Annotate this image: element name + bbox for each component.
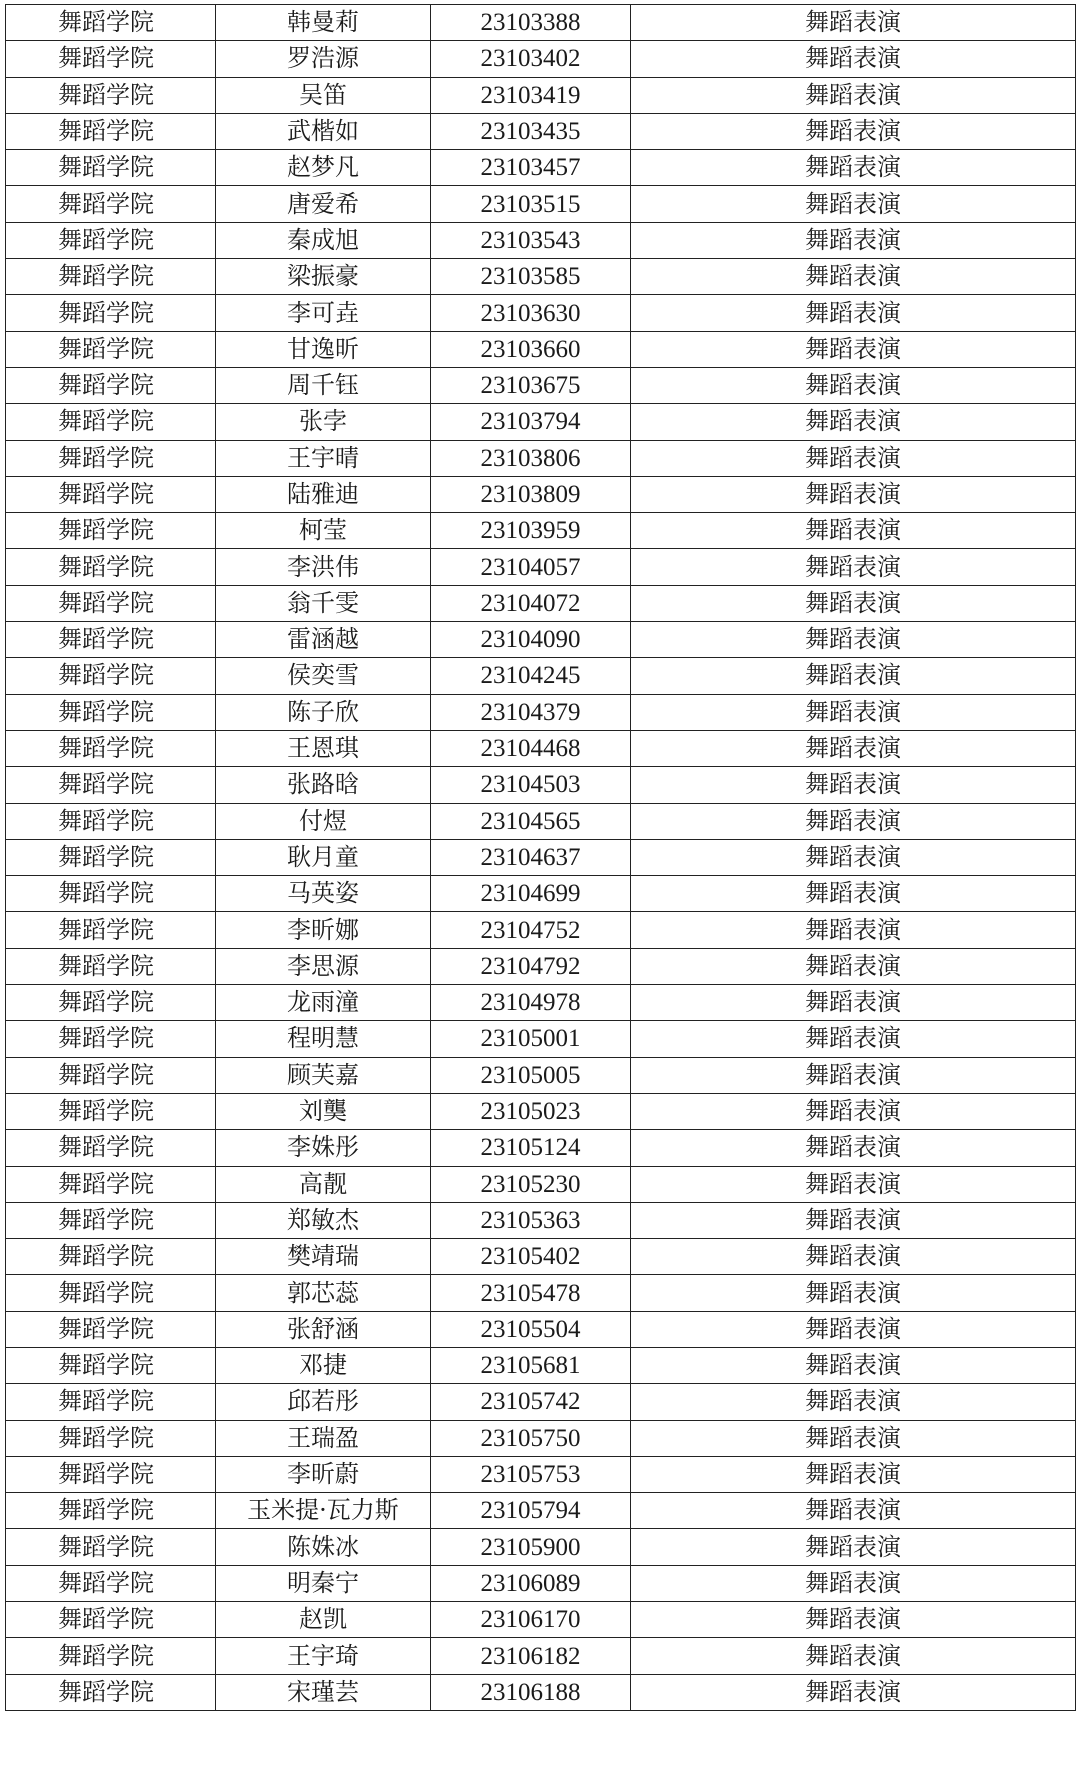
table-row [6, 295, 1076, 331]
student-id-cell: 23103794 [431, 404, 631, 440]
college-cell: 舞蹈学院 [6, 1202, 216, 1238]
student-name-cell: 李姝彤 [216, 1130, 431, 1166]
college-cell: 舞蹈学院 [6, 585, 216, 621]
college-cell: 舞蹈学院 [6, 1565, 216, 1601]
table-row [6, 331, 1076, 367]
student-name-cell: 王宇晴 [216, 440, 431, 476]
student-name-cell: 李昕蔚 [216, 1456, 431, 1492]
student-id-cell: 23104379 [431, 694, 631, 730]
student-id-cell: 23104792 [431, 948, 631, 984]
student-name-cell: 陆雅迪 [216, 476, 431, 512]
table-row [6, 1456, 1076, 1492]
major-cell: 舞蹈表演 [631, 1602, 1076, 1638]
student-name-cell: 明秦宁 [216, 1565, 431, 1601]
college-cell: 舞蹈学院 [6, 985, 216, 1021]
college-cell: 舞蹈学院 [6, 658, 216, 694]
student-name-cell: 韩曼莉 [216, 5, 431, 41]
student-id-cell: 23103402 [431, 41, 631, 77]
major-cell: 舞蹈表演 [631, 985, 1076, 1021]
table-row [6, 113, 1076, 149]
major-cell: 舞蹈表演 [631, 1166, 1076, 1202]
table-row [6, 1638, 1076, 1674]
college-cell: 舞蹈学院 [6, 1638, 216, 1674]
table-row [6, 1493, 1076, 1529]
student-id-cell: 23104637 [431, 839, 631, 875]
college-cell: 舞蹈学院 [6, 1493, 216, 1529]
major-cell: 舞蹈表演 [631, 150, 1076, 186]
student-name-cell: 秦成旭 [216, 222, 431, 258]
student-name-cell: 李可垚 [216, 295, 431, 331]
college-cell: 舞蹈学院 [6, 150, 216, 186]
major-cell: 舞蹈表演 [631, 1420, 1076, 1456]
student-name-cell: 张路晗 [216, 767, 431, 803]
college-cell: 舞蹈学院 [6, 1093, 216, 1129]
table-row [6, 730, 1076, 766]
college-cell: 舞蹈学院 [6, 767, 216, 803]
student-name-cell: 邱若彤 [216, 1384, 431, 1420]
student-id-cell: 23105402 [431, 1239, 631, 1275]
college-cell: 舞蹈学院 [6, 77, 216, 113]
table-row [6, 222, 1076, 258]
student-name-cell: 赵凯 [216, 1602, 431, 1638]
major-cell: 舞蹈表演 [631, 1239, 1076, 1275]
table-row [6, 912, 1076, 948]
student-name-cell: 雷涵越 [216, 622, 431, 658]
college-cell: 舞蹈学院 [6, 186, 216, 222]
table-body [6, 5, 1076, 1711]
student-id-cell: 23105005 [431, 1057, 631, 1093]
major-cell: 舞蹈表演 [631, 1529, 1076, 1565]
major-cell: 舞蹈表演 [631, 1565, 1076, 1601]
college-cell: 舞蹈学院 [6, 1021, 216, 1057]
student-name-cell: 邓捷 [216, 1347, 431, 1383]
student-id-cell: 23103630 [431, 295, 631, 331]
student-name-cell: 高靓 [216, 1166, 431, 1202]
student-name-cell: 王宇琦 [216, 1638, 431, 1674]
major-cell: 舞蹈表演 [631, 1093, 1076, 1129]
major-cell: 舞蹈表演 [631, 549, 1076, 585]
major-cell: 舞蹈表演 [631, 839, 1076, 875]
student-id-cell: 23106089 [431, 1565, 631, 1601]
student-name-cell: 付煜 [216, 803, 431, 839]
table-row [6, 1565, 1076, 1601]
table-row [6, 440, 1076, 476]
college-cell: 舞蹈学院 [6, 1674, 216, 1710]
major-cell: 舞蹈表演 [631, 295, 1076, 331]
major-cell: 舞蹈表演 [631, 1057, 1076, 1093]
student-id-cell: 23104468 [431, 730, 631, 766]
student-id-cell: 23103806 [431, 440, 631, 476]
college-cell: 舞蹈学院 [6, 1057, 216, 1093]
college-cell: 舞蹈学院 [6, 404, 216, 440]
table-row [6, 1384, 1076, 1420]
student-id-cell: 23104565 [431, 803, 631, 839]
student-id-cell: 23104699 [431, 876, 631, 912]
major-cell: 舞蹈表演 [631, 404, 1076, 440]
student-id-cell: 23105023 [431, 1093, 631, 1129]
major-cell: 舞蹈表演 [631, 331, 1076, 367]
admission-list [5, 4, 1075, 1711]
table-row [6, 948, 1076, 984]
college-cell: 舞蹈学院 [6, 1130, 216, 1166]
table-row [6, 549, 1076, 585]
student-name-cell: 樊靖瑞 [216, 1239, 431, 1275]
major-cell: 舞蹈表演 [631, 77, 1076, 113]
student-name-cell: 玉米提·瓦力斯 [216, 1493, 431, 1529]
college-cell: 舞蹈学院 [6, 476, 216, 512]
student-id-cell: 23105742 [431, 1384, 631, 1420]
college-cell: 舞蹈学院 [6, 295, 216, 331]
college-cell: 舞蹈学院 [6, 1166, 216, 1202]
student-id-cell: 23104057 [431, 549, 631, 585]
table-row [6, 1420, 1076, 1456]
table-row [6, 985, 1076, 1021]
student-id-cell: 23103388 [431, 5, 631, 41]
student-name-cell: 翁千雯 [216, 585, 431, 621]
college-cell: 舞蹈学院 [6, 1384, 216, 1420]
student-name-cell: 王恩琪 [216, 730, 431, 766]
college-cell: 舞蹈学院 [6, 912, 216, 948]
college-cell: 舞蹈学院 [6, 549, 216, 585]
college-cell: 舞蹈学院 [6, 1529, 216, 1565]
table-row [6, 1602, 1076, 1638]
student-name-cell: 侯奕雪 [216, 658, 431, 694]
major-cell: 舞蹈表演 [631, 259, 1076, 295]
table-row [6, 41, 1076, 77]
student-name-cell: 耿月童 [216, 839, 431, 875]
major-cell: 舞蹈表演 [631, 1347, 1076, 1383]
major-cell: 舞蹈表演 [631, 1130, 1076, 1166]
major-cell: 舞蹈表演 [631, 1456, 1076, 1492]
student-name-cell: 陈子欣 [216, 694, 431, 730]
major-cell: 舞蹈表演 [631, 1638, 1076, 1674]
student-name-cell: 龙雨潼 [216, 985, 431, 1021]
student-name-cell: 张舒涵 [216, 1311, 431, 1347]
college-cell: 舞蹈学院 [6, 948, 216, 984]
major-cell: 舞蹈表演 [631, 1674, 1076, 1710]
student-name-cell: 程明慧 [216, 1021, 431, 1057]
major-cell: 舞蹈表演 [631, 658, 1076, 694]
student-name-cell: 周千钰 [216, 367, 431, 403]
college-cell: 舞蹈学院 [6, 440, 216, 476]
student-id-cell: 23103457 [431, 150, 631, 186]
major-cell: 舞蹈表演 [631, 912, 1076, 948]
table-row [6, 839, 1076, 875]
student-name-cell: 顾芙嘉 [216, 1057, 431, 1093]
major-cell: 舞蹈表演 [631, 513, 1076, 549]
student-name-cell: 武楷如 [216, 113, 431, 149]
student-name-cell: 赵梦凡 [216, 150, 431, 186]
student-id-cell: 23103543 [431, 222, 631, 258]
major-cell: 舞蹈表演 [631, 367, 1076, 403]
student-id-cell: 23103809 [431, 476, 631, 512]
table-row [6, 1529, 1076, 1565]
student-name-cell: 李昕娜 [216, 912, 431, 948]
student-id-cell: 23104752 [431, 912, 631, 948]
college-cell: 舞蹈学院 [6, 1456, 216, 1492]
college-cell: 舞蹈学院 [6, 367, 216, 403]
student-name-cell: 马英姿 [216, 876, 431, 912]
student-name-cell: 梁振豪 [216, 259, 431, 295]
student-id-cell: 23105900 [431, 1529, 631, 1565]
student-id-cell: 23103675 [431, 367, 631, 403]
major-cell: 舞蹈表演 [631, 1021, 1076, 1057]
table-row [6, 77, 1076, 113]
college-cell: 舞蹈学院 [6, 1347, 216, 1383]
student-name-cell: 吴笛 [216, 77, 431, 113]
student-id-cell: 23105363 [431, 1202, 631, 1238]
table-row [6, 1239, 1076, 1275]
table-row [6, 5, 1076, 41]
student-id-cell: 23103435 [431, 113, 631, 149]
college-cell: 舞蹈学院 [6, 730, 216, 766]
major-cell: 舞蹈表演 [631, 1202, 1076, 1238]
major-cell: 舞蹈表演 [631, 694, 1076, 730]
student-id-cell: 23105001 [431, 1021, 631, 1057]
student-id-cell: 23106170 [431, 1602, 631, 1638]
table-row [6, 585, 1076, 621]
admission-table [5, 4, 1076, 1711]
student-name-cell: 张孛 [216, 404, 431, 440]
table-row [6, 622, 1076, 658]
major-cell: 舞蹈表演 [631, 730, 1076, 766]
major-cell: 舞蹈表演 [631, 767, 1076, 803]
major-cell: 舞蹈表演 [631, 5, 1076, 41]
table-row [6, 259, 1076, 295]
college-cell: 舞蹈学院 [6, 1602, 216, 1638]
student-id-cell: 23106188 [431, 1674, 631, 1710]
college-cell: 舞蹈学院 [6, 1275, 216, 1311]
table-row [6, 150, 1076, 186]
major-cell: 舞蹈表演 [631, 440, 1076, 476]
college-cell: 舞蹈学院 [6, 331, 216, 367]
student-name-cell: 甘逸昕 [216, 331, 431, 367]
major-cell: 舞蹈表演 [631, 113, 1076, 149]
student-name-cell: 郭芯蕊 [216, 1275, 431, 1311]
student-id-cell: 23103660 [431, 331, 631, 367]
college-cell: 舞蹈学院 [6, 222, 216, 258]
college-cell: 舞蹈学院 [6, 41, 216, 77]
major-cell: 舞蹈表演 [631, 1311, 1076, 1347]
table-row [6, 404, 1076, 440]
table-row [6, 1021, 1076, 1057]
major-cell: 舞蹈表演 [631, 476, 1076, 512]
student-name-cell: 李洪伟 [216, 549, 431, 585]
table-row [6, 1311, 1076, 1347]
college-cell: 舞蹈学院 [6, 1311, 216, 1347]
major-cell: 舞蹈表演 [631, 1384, 1076, 1420]
major-cell: 舞蹈表演 [631, 222, 1076, 258]
college-cell: 舞蹈学院 [6, 5, 216, 41]
student-id-cell: 23105681 [431, 1347, 631, 1383]
table-row [6, 1347, 1076, 1383]
table-row [6, 1130, 1076, 1166]
student-name-cell: 陈姝冰 [216, 1529, 431, 1565]
table-row [6, 513, 1076, 549]
student-id-cell: 23104245 [431, 658, 631, 694]
table-row [6, 658, 1076, 694]
table-row [6, 803, 1076, 839]
student-id-cell: 23104503 [431, 767, 631, 803]
student-name-cell: 李思源 [216, 948, 431, 984]
table-row [6, 476, 1076, 512]
major-cell: 舞蹈表演 [631, 622, 1076, 658]
table-row [6, 876, 1076, 912]
student-id-cell: 23104090 [431, 622, 631, 658]
table-row [6, 186, 1076, 222]
college-cell: 舞蹈学院 [6, 1420, 216, 1456]
major-cell: 舞蹈表演 [631, 1275, 1076, 1311]
student-id-cell: 23105230 [431, 1166, 631, 1202]
student-id-cell: 23103585 [431, 259, 631, 295]
student-id-cell: 23104978 [431, 985, 631, 1021]
student-id-cell: 23105753 [431, 1456, 631, 1492]
college-cell: 舞蹈学院 [6, 513, 216, 549]
table-row [6, 1093, 1076, 1129]
student-name-cell: 罗浩源 [216, 41, 431, 77]
table-row [6, 694, 1076, 730]
table-row [6, 1275, 1076, 1311]
college-cell: 舞蹈学院 [6, 694, 216, 730]
student-name-cell: 刘龑 [216, 1093, 431, 1129]
student-id-cell: 23103419 [431, 77, 631, 113]
major-cell: 舞蹈表演 [631, 948, 1076, 984]
college-cell: 舞蹈学院 [6, 803, 216, 839]
college-cell: 舞蹈学院 [6, 622, 216, 658]
major-cell: 舞蹈表演 [631, 876, 1076, 912]
student-id-cell: 23103959 [431, 513, 631, 549]
major-cell: 舞蹈表演 [631, 1493, 1076, 1529]
college-cell: 舞蹈学院 [6, 1239, 216, 1275]
college-cell: 舞蹈学院 [6, 839, 216, 875]
student-id-cell: 23105124 [431, 1130, 631, 1166]
table-row [6, 1202, 1076, 1238]
college-cell: 舞蹈学院 [6, 113, 216, 149]
table-row [6, 1057, 1076, 1093]
table-row [6, 767, 1076, 803]
student-id-cell: 23105504 [431, 1311, 631, 1347]
student-id-cell: 23104072 [431, 585, 631, 621]
major-cell: 舞蹈表演 [631, 585, 1076, 621]
student-id-cell: 23106182 [431, 1638, 631, 1674]
college-cell: 舞蹈学院 [6, 876, 216, 912]
student-id-cell: 23105750 [431, 1420, 631, 1456]
student-id-cell: 23105478 [431, 1275, 631, 1311]
student-name-cell: 郑敏杰 [216, 1202, 431, 1238]
table-row [6, 367, 1076, 403]
student-name-cell: 王瑞盈 [216, 1420, 431, 1456]
table-row [6, 1674, 1076, 1710]
student-name-cell: 宋瑾芸 [216, 1674, 431, 1710]
table-row [6, 1166, 1076, 1202]
college-cell: 舞蹈学院 [6, 259, 216, 295]
student-id-cell: 23105794 [431, 1493, 631, 1529]
major-cell: 舞蹈表演 [631, 41, 1076, 77]
student-id-cell: 23103515 [431, 186, 631, 222]
student-name-cell: 唐爱希 [216, 186, 431, 222]
major-cell: 舞蹈表演 [631, 186, 1076, 222]
student-name-cell: 柯莹 [216, 513, 431, 549]
major-cell: 舞蹈表演 [631, 803, 1076, 839]
